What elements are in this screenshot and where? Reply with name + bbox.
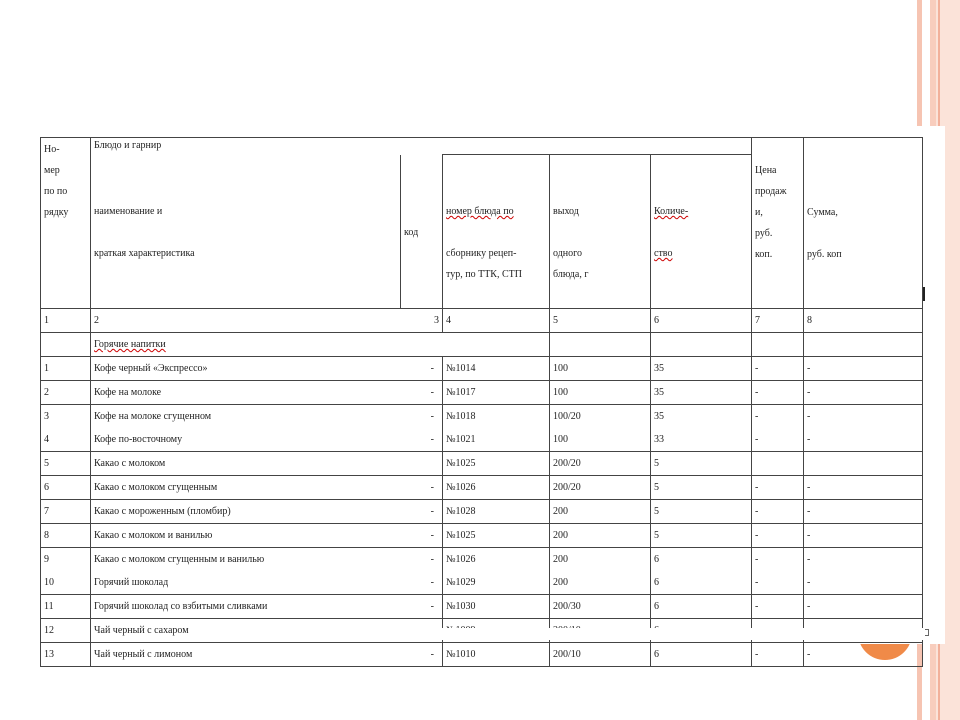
header-text: Сумма, (807, 207, 838, 218)
table-cell: 200 (550, 500, 651, 524)
table-cell: - (804, 643, 923, 667)
text-cursor (923, 287, 925, 301)
table-cell: 200 (550, 524, 651, 548)
table-cell: - (804, 548, 923, 572)
header-text: руб. (755, 228, 773, 239)
header-text: Количе- (654, 206, 689, 218)
column-number: 3 (401, 309, 443, 333)
table-row (41, 524, 923, 548)
header-dish-group (91, 138, 752, 155)
table-cell: 35 (651, 405, 752, 429)
table-cell: - (804, 595, 923, 619)
table-cell: Чай черный с лимоном (91, 643, 401, 667)
column-number: 1 (41, 309, 91, 333)
table-cell: Кофе по-восточному (91, 428, 401, 452)
table-cell: - (804, 405, 923, 429)
table-cell: №1017 (443, 381, 550, 405)
section-row (41, 333, 923, 357)
table-cell: - (804, 357, 923, 381)
table-cell: - (401, 381, 443, 405)
table-cell: 9 (41, 548, 91, 572)
header-qty (651, 155, 752, 309)
table-cell: - (401, 357, 443, 381)
header-text: руб. коп (807, 249, 842, 260)
table-cell: №1026 (443, 548, 550, 572)
table-cell (804, 452, 923, 476)
header-text (44, 181, 87, 202)
table-cell: 33 (651, 428, 752, 452)
table-cell: 5 (41, 452, 91, 476)
table-cell: 6 (651, 595, 752, 619)
table-cell: - (752, 476, 804, 500)
table-cell (752, 333, 804, 357)
page-edge (398, 628, 925, 640)
column-number: 2 (91, 309, 401, 333)
table-cell (804, 333, 923, 357)
table-cell: №1029 (443, 571, 550, 595)
header-text: ство (654, 248, 673, 260)
table-cell: - (401, 405, 443, 429)
table-row (41, 571, 923, 595)
header-output (550, 155, 651, 309)
table-cell: - (804, 381, 923, 405)
table-cell: 100 (550, 357, 651, 381)
menu-table (40, 137, 923, 667)
header-price (752, 138, 804, 309)
table-cell: 100/20 (550, 405, 651, 429)
table-cell: - (804, 500, 923, 524)
table-cell: 10 (41, 571, 91, 595)
table-cell: - (401, 571, 443, 595)
table-cell: - (752, 571, 804, 595)
table-cell: 3 (41, 405, 91, 429)
table-cell: - (804, 524, 923, 548)
header-text: мер (44, 165, 60, 176)
header-text: одного (553, 248, 583, 260)
header-text: краткая характеристика (94, 247, 195, 259)
section-title-text: Горячие напитки (94, 339, 166, 350)
table-cell: 2 (41, 381, 91, 405)
table-cell: №1030 (443, 595, 550, 619)
header-sum (804, 138, 923, 309)
table-cell: 100 (550, 428, 651, 452)
table-cell: 200 (550, 571, 651, 595)
table-cell: - (752, 405, 804, 429)
table-row (41, 357, 923, 381)
header-code (401, 155, 443, 309)
table-cell: 200/20 (550, 452, 651, 476)
table-cell: Какао с молоком и ванилью (91, 524, 401, 548)
table-cell: 200/20 (550, 476, 651, 500)
table-row (41, 643, 923, 667)
table-cell: 4 (41, 428, 91, 452)
table-cell: 200/30 (550, 595, 651, 619)
table-cell: - (752, 595, 804, 619)
header-text: коп. (755, 249, 773, 260)
header-text: и, (755, 207, 763, 218)
table-cell: Какао с молоком (91, 452, 401, 476)
table-cell: 100 (550, 381, 651, 405)
table-cell: 8 (41, 524, 91, 548)
table-cell: 6 (651, 643, 752, 667)
table-cell (41, 333, 91, 357)
table-cell: №1010 (443, 643, 550, 667)
table-cell: 35 (651, 357, 752, 381)
table-cell: - (752, 500, 804, 524)
table-cell: Кофе на молоке сгущенном (91, 405, 401, 429)
table-cell: 11 (41, 595, 91, 619)
table-cell: 5 (651, 476, 752, 500)
header-text: Блюдо и гарнир (94, 140, 162, 151)
table-cell: №1028 (443, 500, 550, 524)
table-cell (752, 452, 804, 476)
table-cell: 6 (651, 571, 752, 595)
header-dish-name (91, 155, 401, 309)
table-row (41, 452, 923, 476)
column-number: 4 (443, 309, 550, 333)
table-cell: №1014 (443, 357, 550, 381)
table-cell: - (401, 595, 443, 619)
table-row (41, 381, 923, 405)
header-row (41, 138, 923, 155)
table-cell: 1 (41, 357, 91, 381)
table-cell: - (804, 428, 923, 452)
header-text: сборнику рецеп- (446, 248, 517, 260)
header-text: Но- (44, 144, 60, 155)
table-row (41, 548, 923, 572)
table-cell: - (752, 548, 804, 572)
table-cell: - (752, 524, 804, 548)
header-text: номер блюда по (446, 206, 514, 218)
column-number: 8 (804, 309, 923, 333)
header-text: тур, по ТТК, СТП (446, 269, 522, 281)
column-number: 7 (752, 309, 804, 333)
header-text: блюда, г (553, 269, 589, 281)
header-text: выход (553, 206, 579, 218)
table-cell: Какао с молоком сгущенным и ванилью (91, 548, 401, 572)
table-cell: 7 (41, 500, 91, 524)
column-number: 6 (651, 309, 752, 333)
table-cell: Кофе черный «Экспрессо» (91, 357, 401, 381)
table-cell: - (401, 524, 443, 548)
table-cell: 5 (651, 524, 752, 548)
table-row (41, 595, 923, 619)
table-cell: Кофе на молоке (91, 381, 401, 405)
table-cell: Какао с молоком сгущенным (91, 476, 401, 500)
table-cell: 5 (651, 500, 752, 524)
table-cell: - (752, 381, 804, 405)
table-cell: №1021 (443, 428, 550, 452)
table-cell: 13 (41, 643, 91, 667)
header-ref (443, 155, 550, 309)
table-cell: №1025 (443, 452, 550, 476)
table-cell: - (401, 476, 443, 500)
table-body (41, 357, 923, 667)
table-cell: 6 (651, 548, 752, 572)
column-number-row (41, 309, 923, 333)
table-cell: 200/10 (550, 643, 651, 667)
table-cell: - (752, 428, 804, 452)
table-cell: Горячий шоколад со взбитыми сливками (91, 595, 401, 619)
table-cell: 12 (41, 619, 91, 643)
section-title (91, 333, 550, 357)
table-cell: Чай черный с сахаром (91, 619, 401, 643)
table-row (41, 476, 923, 500)
header-number (41, 138, 91, 309)
table-cell: - (401, 500, 443, 524)
table-row (41, 405, 923, 429)
table-row (41, 428, 923, 452)
table-cell (651, 333, 752, 357)
table-cell: №1025 (443, 524, 550, 548)
header-text: наименование и (94, 205, 163, 217)
column-number: 5 (550, 309, 651, 333)
table-cell: - (804, 571, 923, 595)
table-cell: 35 (651, 381, 752, 405)
table-cell: №1018 (443, 405, 550, 429)
table-cell (550, 333, 651, 357)
header-text: по по (44, 186, 68, 197)
table-cell (401, 452, 443, 476)
table-cell: - (401, 428, 443, 452)
table-cell: 5 (651, 452, 752, 476)
table-cell: Какао с мороженным (пломбир) (91, 500, 401, 524)
table-cell: Горячий шоколад (91, 571, 401, 595)
table-cell: 200 (550, 548, 651, 572)
table-row (41, 500, 923, 524)
table-cell: - (752, 357, 804, 381)
table-cell: №1026 (443, 476, 550, 500)
menu-table-container (40, 137, 922, 667)
header-text: рядку (44, 207, 69, 218)
header-text: Цена (755, 165, 777, 176)
table-cell: - (804, 476, 923, 500)
header-text: продаж (755, 186, 787, 197)
header-text: код (404, 226, 419, 238)
table-cell: - (401, 643, 443, 667)
table-cell: - (752, 643, 804, 667)
table-cell: - (401, 548, 443, 572)
table-cell: 6 (41, 476, 91, 500)
